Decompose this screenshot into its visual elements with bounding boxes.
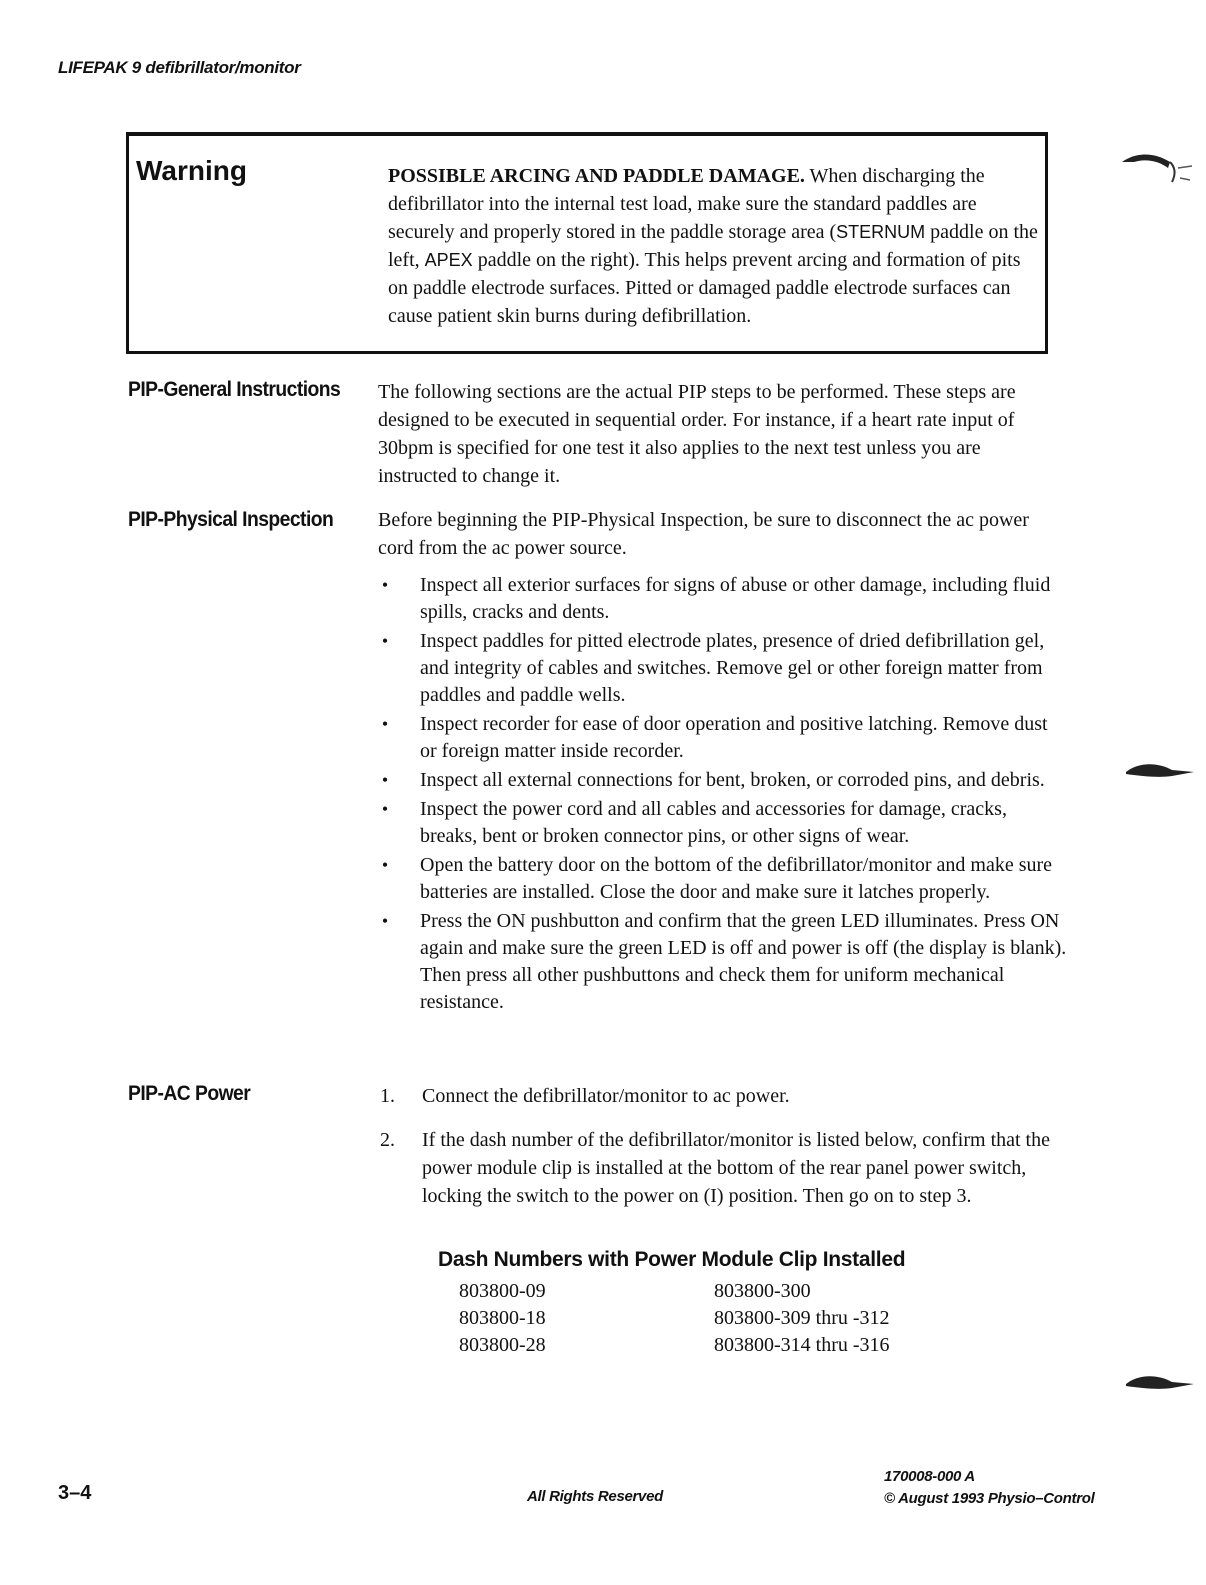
list-item [378, 852, 1068, 906]
dash-numbers-left-column [459, 1278, 546, 1359]
dash-number: 803800-300 [714, 1280, 811, 1302]
dash-number: 803800-309 thru -312 [714, 1307, 890, 1329]
footer-doc-info [884, 1466, 1094, 1510]
copyright: © August 1993 Physio–Control [884, 1490, 1095, 1507]
bullet-icon: • [381, 631, 389, 651]
list-item-text: Inspect all external connections for bent, broken, or corroded pins, and debris. [420, 769, 1045, 791]
general-instructions-text: The following sections are the actual PIP steps to be performed. These steps are designed to be executed in sequential order. For instance, if a heart rate input of 30bpm is specified for one test it also applies to the next test unless you are instructed to change it. [378, 381, 1016, 487]
page-number: 3–4 [58, 1482, 92, 1504]
warning-label: Warning [136, 155, 247, 186]
bullet-icon: • [381, 714, 389, 734]
list-item-text: Inspect the power cord and all cables and accessories for damage, cracks, breaks, bent or broken connector pins, or other signs of wear. [420, 798, 1007, 847]
warning-text-b: paddle on the left, [388, 221, 1038, 271]
warning-apex: APEX [424, 250, 473, 270]
inspection-bullet-list [378, 572, 1068, 1018]
list-item [378, 908, 1068, 1016]
section-heading-ac-power: PIP-AC Power [128, 1082, 251, 1105]
section-heading-physical: PIP-Physical Inspection [128, 508, 334, 531]
bullet-icon: • [381, 855, 389, 875]
section-heading-general: PIP-General Instructions [128, 378, 341, 401]
bullet-icon: • [381, 911, 389, 931]
binding-mark-icon [1124, 760, 1196, 782]
dash-numbers-title: Dash Numbers with Power Module Clip Installed [438, 1248, 906, 1271]
doc-number: 170008-000 A [884, 1468, 975, 1485]
warning-lead: POSSIBLE ARCING AND PADDLE DAMAGE. [388, 165, 805, 187]
running-header: LIFEPAK 9 defibrillator/monitor [58, 58, 301, 77]
bullet-icon: • [381, 770, 389, 790]
dash-number: 803800-09 [459, 1280, 546, 1302]
physical-inspection-intro: Before beginning the PIP-Physical Inspection, be sure to disconnect the ac power cord from the ac power source. [378, 509, 1029, 559]
dash-number: 803800-314 thru -316 [714, 1334, 890, 1356]
warning-sternum: STERNUM [836, 222, 926, 242]
list-item [378, 767, 1068, 794]
footer-rights: All Rights Reserved [527, 1488, 664, 1505]
list-item-text: Press the ON pushbutton and confirm that the green LED illuminates. Press ON again and make sure the green LED is off and power is off (the display is blank). Then press all other pushbuttons and check them for uniform mechanical resistance. [420, 910, 1067, 1013]
warning-text-c: paddle on the right). This helps prevent arcing and formation of pits on paddle electrode surfaces. Pitted or damaged paddle electrode surfaces can cause patient skin burns during defibrillation. [388, 249, 1021, 327]
bullet-icon: • [381, 575, 389, 595]
list-item-text: Inspect recorder for ease of door operation and positive latching. Remove dust or foreign matter inside recorder. [420, 713, 1048, 762]
step-number: 2. [380, 1129, 395, 1151]
dash-number: 803800-18 [459, 1307, 546, 1329]
dash-number: 803800-28 [459, 1334, 546, 1356]
warning-text-a: When discharging the defibrillator into the internal test load, make sure the standard paddles are securely and properly stored in the paddle storage area ( [388, 165, 985, 243]
list-item [378, 796, 1068, 850]
list-item-text: Inspect all exterior surfaces for signs of abuse or other damage, including fluid spills, cracks and dents. [420, 574, 1051, 623]
dash-numbers-right-column [714, 1278, 890, 1359]
step-item [380, 1082, 1060, 1110]
step-text: Connect the defibrillator/monitor to ac power. [422, 1085, 790, 1107]
ac-power-steps [380, 1082, 1060, 1226]
list-item [378, 628, 1068, 709]
binding-mark-icon [1118, 148, 1194, 188]
warning-text [388, 162, 1043, 330]
list-item [378, 572, 1068, 626]
list-item-text: Open the battery door on the bottom of the defibrillator/monitor and make sure batteries are installed. Close the door and make sure it latches properly. [420, 854, 1053, 903]
binding-mark-icon [1124, 1372, 1196, 1394]
step-item [380, 1126, 1060, 1210]
step-text: If the dash number of the defibrillator/monitor is listed below, confirm that the power module clip is installed at the bottom of the rear panel power switch, locking the switch to the power on (I) position. Then go on to step 3. [422, 1129, 1050, 1207]
list-item-text: Inspect paddles for pitted electrode plates, presence of dried defibrillation gel, and integrity of cables and switches. Remove gel or other foreign matter from paddles and paddle wells. [420, 630, 1045, 706]
list-item [378, 711, 1068, 765]
step-number: 1. [380, 1085, 395, 1107]
bullet-icon: • [381, 799, 389, 819]
